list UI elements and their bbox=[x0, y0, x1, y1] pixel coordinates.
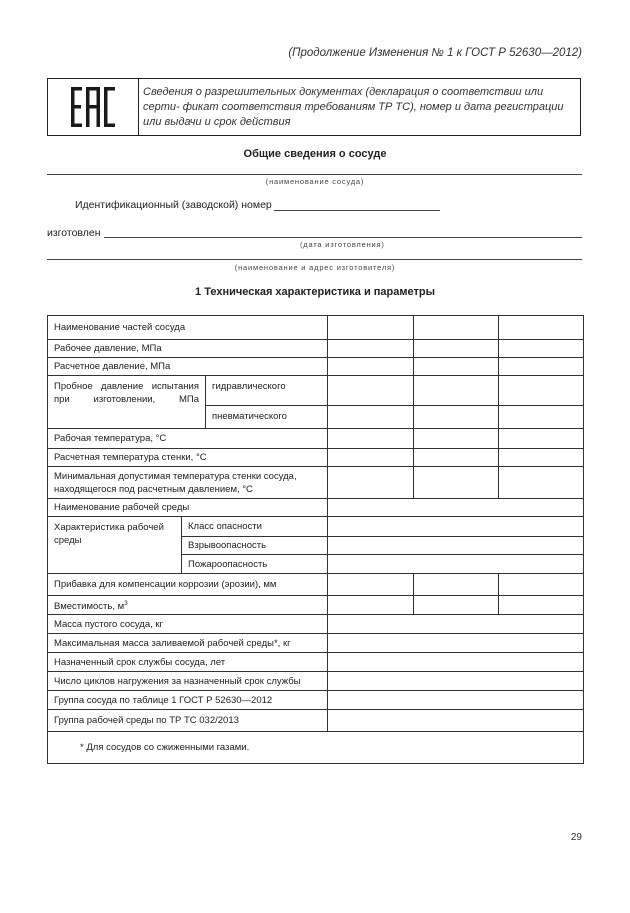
value-cell[interactable] bbox=[414, 467, 499, 499]
value-cell[interactable] bbox=[414, 429, 499, 449]
row-label-pneumatic: пневматического bbox=[206, 406, 328, 429]
value-cell-wide[interactable] bbox=[328, 517, 584, 537]
capacity-unit-superscript: 3 bbox=[124, 600, 128, 607]
value-cell[interactable] bbox=[414, 340, 499, 358]
id-number-label: Идентификационный (заводской) номер bbox=[75, 199, 272, 211]
capacity-label-text: Вместимость, м bbox=[54, 601, 125, 613]
value-cell[interactable] bbox=[328, 358, 414, 376]
value-cell[interactable] bbox=[414, 449, 499, 467]
table-row bbox=[48, 376, 584, 406]
value-cell-wide[interactable] bbox=[328, 710, 584, 732]
row-label-corrosion-allowance: Прибавка для компенсации коррозии (эрозии), мм bbox=[48, 574, 328, 596]
table-row bbox=[48, 340, 584, 358]
table-row bbox=[48, 634, 584, 653]
row-label-hazard-class: Класс опасности bbox=[182, 517, 328, 537]
value-cell[interactable] bbox=[328, 316, 414, 340]
value-cell[interactable] bbox=[414, 358, 499, 376]
table-row bbox=[48, 316, 584, 340]
row-label-working-pressure: Рабочее давление, МПа bbox=[48, 340, 328, 358]
row-label-fire-hazard: Пожароопасность bbox=[182, 555, 328, 574]
continuation-note: (Продолжение Изменения № 1 к ГОСТ Р 52630—2012) bbox=[288, 47, 582, 59]
value-cell[interactable] bbox=[499, 316, 584, 340]
manufacturer-caption: (наименование и адрес изготовителя) bbox=[234, 263, 396, 272]
row-label-working-temp: Рабочая температура, °С bbox=[48, 429, 328, 449]
value-cell[interactable] bbox=[328, 574, 414, 596]
row-label-medium-characteristics: Характеристика рабочей среды bbox=[48, 517, 182, 574]
table-row bbox=[48, 429, 584, 449]
row-label-max-fill-mass: Максимальная масса заливаемой рабочей среды*, кг bbox=[48, 634, 328, 653]
value-cell[interactable] bbox=[328, 340, 414, 358]
vessel-name-caption: (наименование сосуда) bbox=[265, 177, 365, 186]
row-label-explosion-hazard: Взрывоопасность bbox=[182, 537, 328, 555]
value-cell-wide[interactable] bbox=[328, 499, 584, 517]
manufacture-date-line[interactable] bbox=[104, 237, 582, 238]
footnote: * Для сосудов со сжиженными газами. bbox=[48, 732, 584, 764]
table-row bbox=[48, 499, 584, 517]
table-row bbox=[48, 574, 584, 596]
vessel-name-line[interactable] bbox=[47, 174, 582, 175]
value-cell[interactable] bbox=[499, 449, 584, 467]
value-cell[interactable] bbox=[499, 358, 584, 376]
table-row bbox=[48, 653, 584, 672]
table-row bbox=[48, 691, 584, 710]
row-label-parts-name: Наименование частей сосуда bbox=[48, 316, 328, 340]
value-cell[interactable] bbox=[414, 376, 499, 406]
table-row bbox=[48, 449, 584, 467]
table-row bbox=[48, 517, 584, 537]
value-cell-wide[interactable] bbox=[328, 634, 584, 653]
value-cell[interactable] bbox=[414, 406, 499, 429]
row-label-vessel-group: Группа сосуда по таблице 1 ГОСТ Р 52630—2012 bbox=[48, 691, 328, 710]
row-label-empty-mass: Масса пустого сосуда, кг bbox=[48, 615, 328, 634]
row-label-design-wall-temp: Расчетная температура стенки, °С bbox=[48, 449, 328, 467]
value-cell[interactable] bbox=[328, 406, 414, 429]
row-label-hydraulic: гидравлического bbox=[206, 376, 328, 406]
value-cell[interactable] bbox=[328, 376, 414, 406]
manufactured-label: изготовлен bbox=[47, 227, 101, 239]
row-label-capacity bbox=[48, 596, 328, 615]
value-cell[interactable] bbox=[328, 467, 414, 499]
value-cell[interactable] bbox=[414, 316, 499, 340]
row-label-design-pressure: Расчетное давление, МПа bbox=[48, 358, 328, 376]
manufacturer-line[interactable] bbox=[47, 259, 582, 260]
eac-logo bbox=[69, 85, 117, 129]
table-row bbox=[48, 710, 584, 732]
value-cell[interactable] bbox=[328, 596, 414, 615]
page-number: 29 bbox=[570, 832, 582, 843]
tech-section-title: 1 Техническая характеристика и параметры bbox=[195, 286, 435, 298]
row-label-service-life: Назначенный срок службы сосуда, лет bbox=[48, 653, 328, 672]
table-row bbox=[48, 615, 584, 634]
table-row bbox=[48, 358, 584, 376]
value-cell-wide[interactable] bbox=[328, 555, 584, 574]
tech-characteristics-table bbox=[47, 315, 584, 764]
table-row bbox=[48, 672, 584, 691]
table-row bbox=[48, 732, 584, 764]
value-cell-wide[interactable] bbox=[328, 653, 584, 672]
manufacture-date-caption: (дата изготовления) bbox=[300, 240, 385, 249]
row-label-min-wall-temp: Минимальная допустимая температура стенки сосуда, находящегося под расчетным давлением, °С bbox=[48, 467, 328, 499]
row-label-load-cycles: Число циклов нагружения за назначенный срок службы bbox=[48, 672, 328, 691]
value-cell[interactable] bbox=[328, 449, 414, 467]
value-cell[interactable] bbox=[414, 596, 499, 615]
value-cell-wide[interactable] bbox=[328, 691, 584, 710]
value-cell[interactable] bbox=[499, 574, 584, 596]
general-section-title: Общие сведения о сосуде bbox=[243, 148, 387, 160]
row-label-test-pressure: Пробное давление испытания при изготовлении, МПа bbox=[48, 376, 206, 429]
value-cell-wide[interactable] bbox=[328, 537, 584, 555]
value-cell-wide[interactable] bbox=[328, 615, 584, 634]
eac-info-box bbox=[47, 78, 581, 136]
row-label-medium-group: Группа рабочей среды по ТР ТС 032/2013 bbox=[48, 710, 328, 732]
value-cell[interactable] bbox=[499, 596, 584, 615]
value-cell[interactable] bbox=[414, 574, 499, 596]
eac-logo-cell bbox=[48, 79, 139, 135]
value-cell[interactable] bbox=[499, 429, 584, 449]
value-cell[interactable] bbox=[328, 429, 414, 449]
value-cell-wide[interactable] bbox=[328, 672, 584, 691]
value-cell[interactable] bbox=[499, 406, 584, 429]
eac-description: Сведения о разрешительных документах (декларация о соответствии или серти- фикат соответствия требованиям ТР ТС), номер и дата регистрации или выдачи и срок действия bbox=[143, 86, 564, 128]
row-label-medium-name: Наименование рабочей среды bbox=[48, 499, 328, 517]
value-cell[interactable] bbox=[499, 340, 584, 358]
table-row bbox=[48, 467, 584, 499]
value-cell[interactable] bbox=[499, 376, 584, 406]
id-number-line[interactable] bbox=[274, 210, 440, 211]
value-cell[interactable] bbox=[499, 467, 584, 499]
table-row bbox=[48, 596, 584, 615]
